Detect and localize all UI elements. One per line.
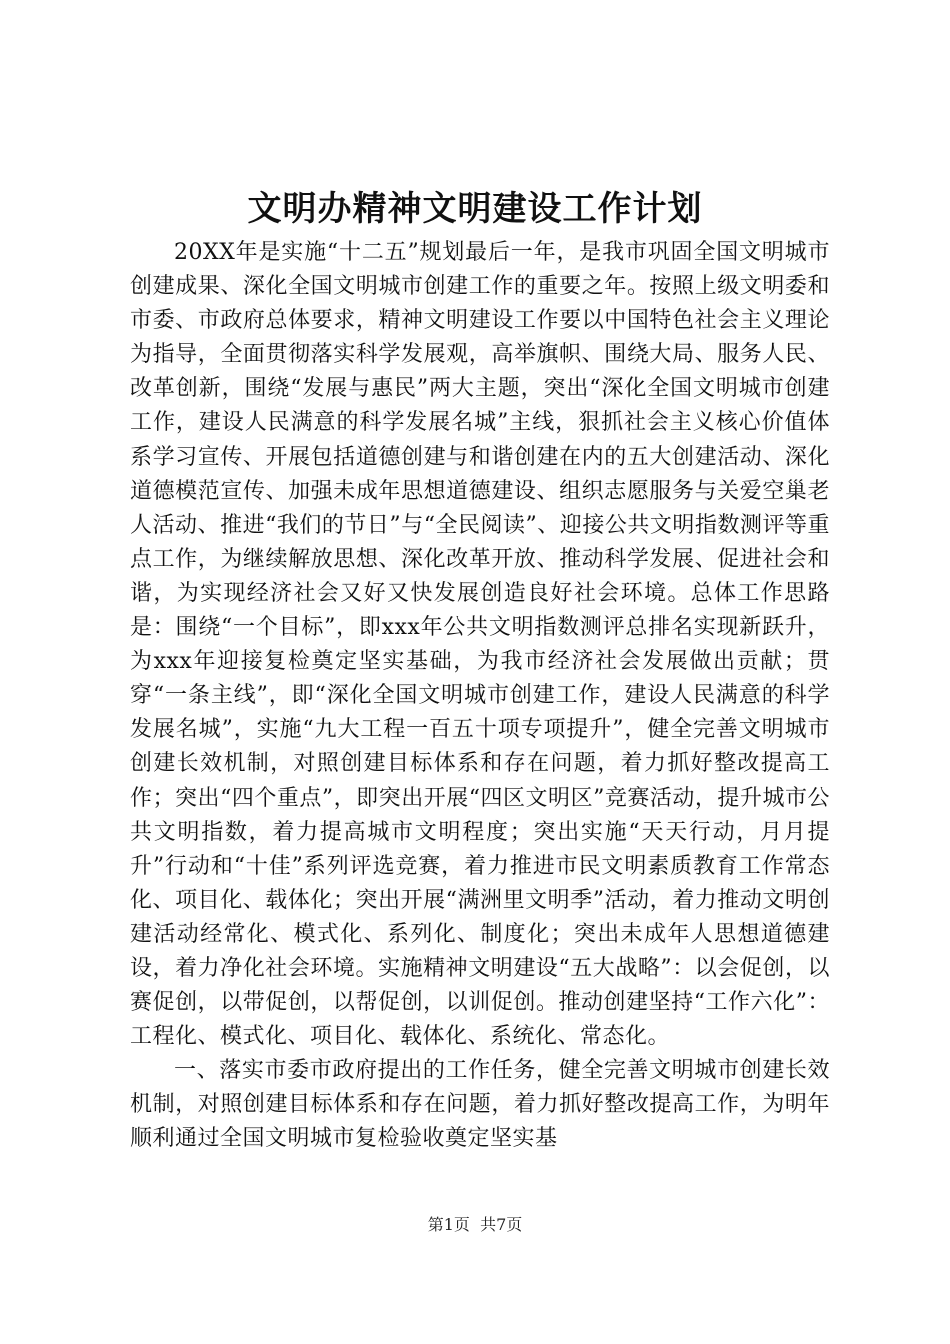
paragraph-intro: 20XX年是实施“十二五”规划最后一年，是我市巩固全国文明城市创建成果、深化全国文明城市创建工作的重要之年。按照上级文明委和市委、市政府总体要求，精神文明建设工作要以中国特色社会主义理论为指导，全面贯彻落实科学发展观，高举旗帜、围绕大局、服务人民、改革创新，围绕“发展与惠民”两大主题，突出“深化全国文明城市创建工作，建设人民满意的科学发展名城”主线，狠抓社会主义核心价值体系学习宣传、开展包括道德创建与和谐创建在内的五大创建活动、深化道德模范宣传、加强未成年思想道德建设、组织志愿服务与关爱空巢老人活动、推进“我们的节日”与“全民阅读”、迎接公共文明指数测评等重点工作，为继续解放思想、深化改革开放、推动科学发展、促进社会和谐，为实现经济社会又好又快发展创造良好社会环境。总体工作思路是：围绕“一个目标”，即xxx年公共文明指数测评总排名实现新跃升，为xxx年迎接复检奠定坚实基础，为我市经济社会发展做出贡献；贯穿“一条主线”，即“深化全国文明城市创建工作，建设人民满意的科学发展名城”，实施“九大工程一百五十项专项提升”，健全完善文明城市创建长效机制，对照创建目标体系和存在问题，着力抓好整改提高工作；突出“四个重点”，即突出开展“四区文明区”竞赛活动，提升城市公共文明指数，着力提高城市文明程度；突出实施“天天行动，月月提升”行动和“十佳”系列评选竞赛，着力推进市民文明素质教育工作常态化、项目化、载体化；突出开展“满洲里文明季”活动，着力推动文明创建活动经常化、模式化、系列化、制度化；突出未成年人思想道德建设，着力净化社会环境。实施精神文明建设“五大战略”：以会促创，以赛促创，以带促创，以帮促创，以训促创。推动创建坚持“工作六化”：工程化、模式化、项目化、载体化、系统化、常态化。 <box>130 240 830 1050</box>
paragraph-section-1: 一、落实市委市政府提出的工作任务，健全完善文明城市创建长效机制，对照创建目标体系和存在问题，着力抓好整改提高工作，为明年顺利通过全国文明城市复检验收奠定坚实基 <box>130 1058 830 1152</box>
page-number-current: 第1页 <box>427 1215 470 1234</box>
page-footer <box>0 1213 950 1237</box>
footer-gap <box>470 1215 480 1234</box>
document-title: 文明办精神文明建设工作计划 <box>247 189 703 229</box>
document-body <box>130 236 830 1157</box>
page-number-total: 共7页 <box>480 1215 523 1234</box>
